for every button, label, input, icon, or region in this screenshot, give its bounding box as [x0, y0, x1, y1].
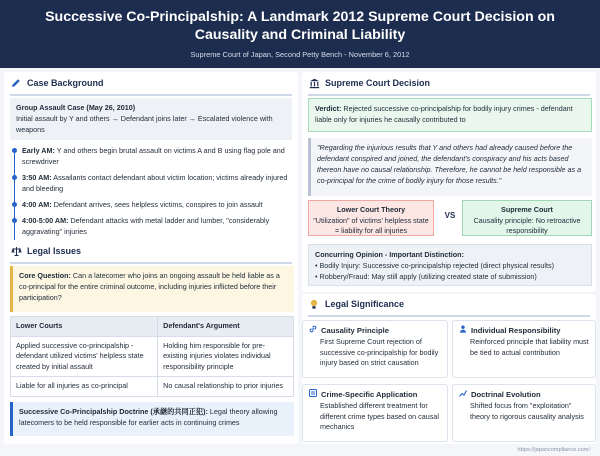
table-row: Liable for all injuries as co-principal No causal relationship to prior injuries — [11, 377, 294, 397]
supreme-court-decision-card — [302, 72, 596, 292]
scales-icon — [10, 245, 22, 257]
timeline — [10, 145, 296, 242]
divider — [10, 94, 292, 96]
concurring-item: • Robbery/Fraud: May still apply (utilizing created state of submission) — [315, 272, 537, 281]
significance-card-individual: Individual Responsibility Reinforced principle that liability must be tied to actual contribution — [452, 320, 596, 378]
table-row: Applied successive co-principalship - defendant utilized victims' helpless state created by initial assault Holding him responsible for pre-existing injuries violates individual responsibility principle — [11, 336, 294, 377]
comparison-table — [10, 316, 294, 397]
divider — [308, 94, 590, 96]
chart-icon — [459, 389, 467, 399]
timeline-item: Early AM: Y and others begin brutal assault on victims A and B using flag pole and screwdriver — [10, 145, 296, 167]
table-header: Defendant's Argument — [158, 317, 294, 337]
significance-card-causality: Causality Principle First Supreme Court rejection of successive co-principalship for bodily injury based on strict causation — [302, 320, 448, 378]
legal-issues-title: Legal Issues — [10, 245, 292, 257]
significance-card-crime-specific: Crime-Specific Application Established different treatment for different crime types based on causal mechanics — [302, 384, 448, 442]
lower-court-theory: Lower Court Theory "Utilization" of victims' helpless state = liability for all injuries — [308, 200, 434, 236]
supreme-court-decision-title: Supreme Court Decision — [308, 77, 590, 89]
court-quote: "Regarding the injurious results that Y and others had already caused before the defendant conspired and joined, the defendant's conspiracy and his acts based thereon have no causal relationship. Therefore, he cannot be held responsible as a co-principal for the crime of bodily injury for those results." — [308, 138, 592, 196]
link-icon — [309, 325, 317, 335]
doctrine-box: Successive Co-Principalship Doctrine (承継的共同正犯): Legal theory allowing latecomers to be held responsible for earlier acts in continuing crimes — [10, 402, 294, 436]
list-icon — [309, 389, 317, 399]
divider — [308, 315, 590, 317]
page-subtitle: Supreme Court of Japan, Second Petty Bench - November 6, 2012 — [190, 50, 410, 59]
legal-significance-title: Legal Significance — [308, 298, 590, 310]
case-heading: Group Assault Case (May 26, 2010) — [16, 103, 136, 112]
significance-card-doctrinal: Doctrinal Evolution Shifted focus from "exploitation" theory to rigorous causality analysis — [452, 384, 596, 442]
timeline-item: 4:00-5:00 AM: Defendant attacks with metal ladder and lumber, "considerably aggravating" injuries — [10, 215, 296, 237]
core-question-box: Core Question: Can a latecomer who joins an ongoing assault be held liable as a co-principal for the entire criminal outcome, including injuries inflicted before their participation? — [10, 266, 294, 312]
divider — [10, 262, 292, 264]
page-header — [0, 0, 600, 68]
timeline-item: 3:50 AM: Assailants contact defendant about victim location; victims already injured and bleeding — [10, 172, 296, 194]
footer-url: https://japancompliance.com/ — [517, 447, 590, 453]
timeline-item: 4:00 AM: Defendant arrives, sees helpless victims, conspires to join assault — [10, 199, 296, 210]
courthouse-icon — [308, 77, 320, 89]
verdict-box: Verdict: Rejected successive co-principalship for bodily injury crimes - defendant liable only for injuries he causally contributed to — [308, 98, 592, 132]
lightbulb-icon — [308, 298, 320, 310]
case-background-title: Case Background — [10, 77, 292, 89]
concurring-opinion-box — [308, 244, 592, 286]
pencil-icon — [10, 77, 22, 89]
person-icon — [459, 325, 467, 335]
case-summary-box — [10, 98, 292, 140]
case-text: Initial assault by Y and others → Defendant joins later → Escalated violence with weapons — [16, 114, 273, 134]
vs-label: VS — [444, 211, 456, 220]
table-header: Lower Courts — [11, 317, 158, 337]
concurring-heading: Concurring Opinion - Important Distinction: — [315, 250, 464, 259]
supreme-court-theory: Supreme Court Causality principle: No retroactive responsibility — [462, 200, 592, 236]
comparison-table-wrap — [10, 316, 294, 397]
page-title: Successive Co-Principalship: A Landmark 2012 Supreme Court Decision on Causality and Criminal Liability — [45, 9, 555, 43]
legal-issues-card — [4, 240, 298, 444]
concurring-item: • Bodily Injury: Successive co-principalship rejected (direct physical results) — [315, 261, 554, 270]
